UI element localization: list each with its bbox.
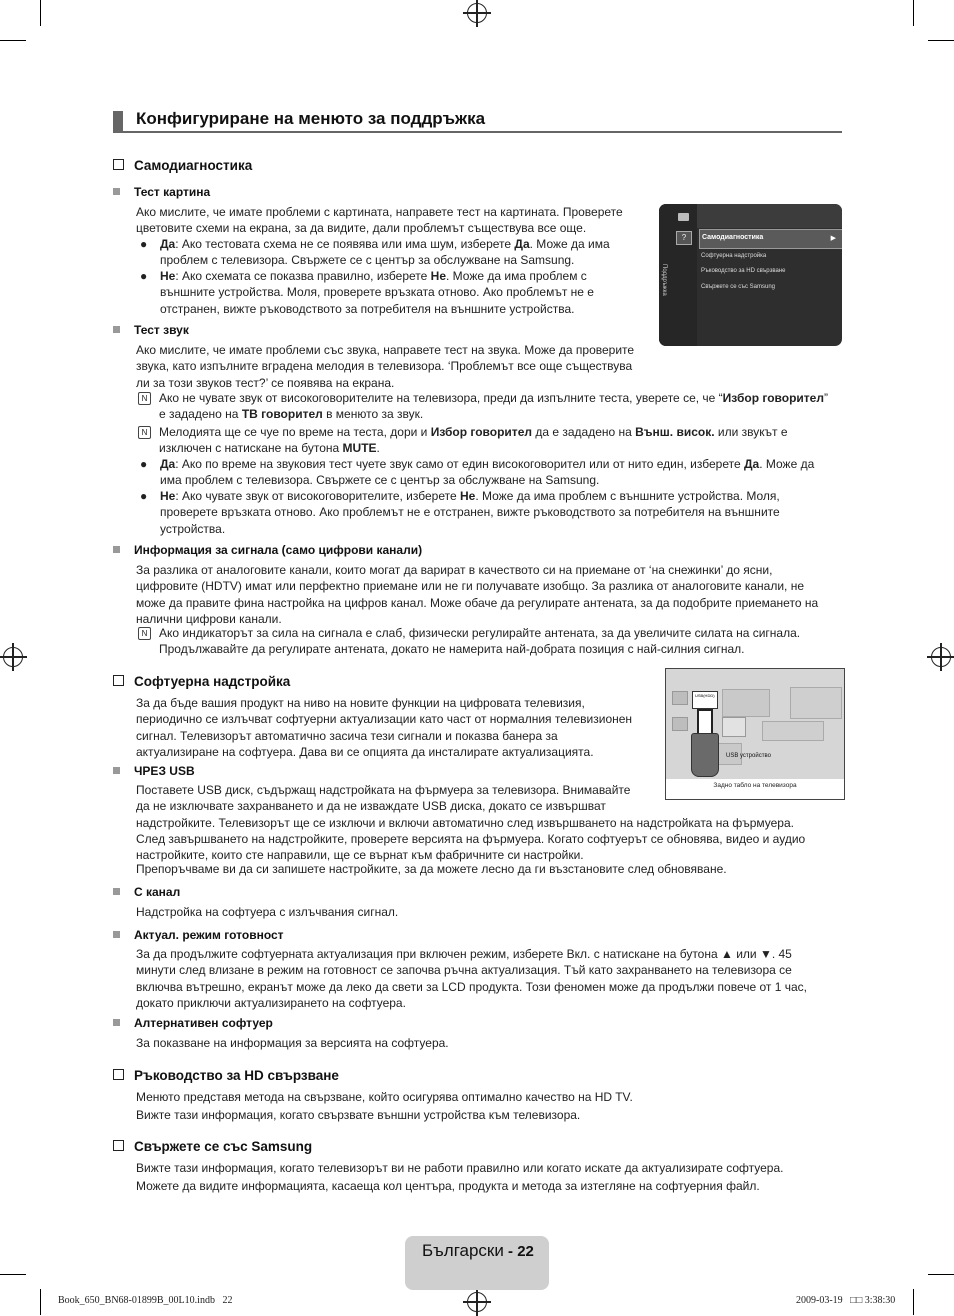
port-icon [672, 691, 688, 705]
crop-mark [913, 1289, 914, 1315]
channel-body: Надстройка на софтуера с излъчвания сигнал. [136, 905, 399, 919]
contact-body: Вижте тази информация, когато телевизорът ви не работи правилно или когато искате да актуализирате софтуера. Можете да видите информацията, касаеща кол центъра, продукта и метода за изтегляне на софтуерния файл. [136, 1161, 784, 1194]
heading-alt-software: Алтернативен софтуер [113, 1016, 273, 1030]
hdmi-block [722, 689, 770, 717]
menu-item-hd[interactable]: Ръководство за HD свързване [701, 268, 786, 274]
square-bullet-icon [113, 546, 120, 553]
menu-item-software[interactable]: Софтуерна надстройка [701, 253, 767, 259]
registration-mark-icon [467, 1292, 487, 1312]
square-bullet-icon [113, 326, 120, 333]
page-title: Конфигуриране на менюто за поддръжка [136, 109, 486, 128]
crop-mark [40, 1289, 41, 1315]
signal-body: За разлика от аналоговите канали, които могат да варират в качеството си на приемане от ‘на снежинки’ до ясни, цифровите (HDTV) имат или перфектно приемане или не ги получавате изобщо. За разлика от аналоговите канали, не може да правите фина настройка на цифров канал. Може обаче да регулирате антената, за да подобрите приемането на налични цифрови канали. [136, 563, 819, 626]
square-bullet-icon [113, 188, 120, 195]
panel-caption: Задно табло на телевизора [713, 782, 797, 789]
checkbox-bullet-icon [113, 675, 124, 686]
heading-picture-test: Тест картина [113, 185, 210, 199]
pc-block [790, 687, 842, 719]
usb-body: Поставете USB диск, съдържащ надстройката на фърмуера за телевизора. Внимавайте да не изключвате захранването и да не изваждате USB диска, докато се извършват надстройките. Телевизорът ще се изключи и включи автоматично след извършването на надстройката на фърмуера. След завършването на надстройките, проверете версията на фърмуера. Когато софтуерът се обновява, видео и аудио настройките, които сте направили, ще се върнат към фабричните си настройки. [136, 783, 806, 863]
support-icon: ? [676, 231, 692, 245]
tv-rear-panel-image [665, 668, 845, 800]
note-icon: N [138, 392, 151, 405]
hd-body: Менюто представя метода на свързване, който осигурява оптимално качество на HD TV. Вижте тази информация, когато свързвате външни устройства към телевизора. [136, 1090, 633, 1122]
print-timestamp: 2009-03-19 □□ 3:38:30 [796, 1295, 896, 1306]
menu-item-label: Самодиагностика [702, 234, 764, 241]
sound-test-body: Ако мислите, че имате проблеми със звука, направете тест на звука. Може да проверите звука, като изпълните вградена мелодия в телевизора. ‘Проблемът все още съществува ли за този звуков тест?’ се появява на екрана. [136, 343, 635, 390]
software-body: За да бъде вашия продукт на ниво на новите функции на цифровата телевизия, периодично се излъчват софтуерни актуализации като част от нормалния телевизионен сигнал. Телевизорът автоматично засича тези сигнали и показва банера за актуализиране на софтуера. Дава ви се опцията да инсталирате актуализацията. [136, 696, 633, 759]
note-icon: N [138, 627, 151, 640]
page-number: Български - 22 [422, 1241, 534, 1260]
arrow-right-icon: ▶ [830, 235, 836, 242]
note-icon: N [138, 426, 151, 439]
menu-topbar [697, 204, 842, 228]
square-bullet-icon [113, 888, 120, 895]
crop-mark [913, 0, 914, 26]
heading-contact: Свържете се със Samsung [113, 1139, 312, 1154]
crop-mark [40, 0, 41, 26]
heading-sound-test: Тест звук [113, 323, 189, 337]
title-bar-icon [113, 111, 123, 131]
crop-mark [928, 1274, 954, 1275]
square-bullet-icon [113, 1019, 120, 1026]
standby-body: За да продължите софтуерната актуализация при включен режим, изберете Вкл. с натискане на бутона ▲ или ▼. 45 минути след влизане в режим на готовност се започва ръчна актуализация. Тъй като захранването на телевизора се включва вътрешно, екранът може да леко да свети за LCD продукта. Този феномен може да продължи повече от 1 час, докато приключи актуализирането на софтуера. [136, 947, 808, 1010]
crop-mark [928, 40, 954, 41]
port-icon [672, 717, 688, 731]
checkbox-bullet-icon [113, 1140, 124, 1151]
heading-self-diagnosis: Самодиагностика [113, 158, 252, 173]
crop-mark [0, 1274, 26, 1275]
checkbox-bullet-icon [113, 1069, 124, 1080]
usb-drive-icon [691, 733, 719, 777]
menu-sidebar [659, 204, 697, 346]
usb-body-2: Препоръчваме ви да си запишете настройките, за да можете лесно да ги възстановите след обновяване. [136, 862, 727, 876]
title-rule [113, 131, 842, 133]
picture-test-body: Ако мислите, че имате проблеми с картината, направете тест на картината. Проверете цветовите схеми на екрана, за да видите, дали проблемът съществува все още. [136, 205, 623, 236]
print-file-info: Book_650_BN68-01899B_00L10.indb 22 [58, 1295, 233, 1306]
heading-software-upgrade: Софтуерна надстройка [113, 674, 290, 689]
registration-mark-icon [931, 647, 951, 667]
heading-standby: Актуал. режим готовност [113, 928, 284, 942]
square-bullet-icon [113, 767, 120, 774]
heading-usb: ЧРЕЗ USB [113, 764, 195, 778]
heading-signal-info: Информация за сигнала (само цифрови канали) [113, 543, 422, 557]
support-menu-image [659, 204, 842, 346]
menu-item-contact[interactable]: Свържете се със Samsung [701, 284, 776, 290]
usb-port: USB(HDD) [692, 691, 718, 709]
square-bullet-icon [113, 931, 120, 938]
heading-hd-guide: Ръководство за HD свързване [113, 1068, 339, 1083]
port-icon [722, 717, 746, 737]
usb-device-label: USB устройство [726, 753, 771, 759]
menu-item-selected[interactable] [699, 229, 842, 249]
heading-channel: С канал [113, 885, 180, 899]
registration-mark-icon [467, 3, 487, 23]
crop-mark [0, 40, 26, 41]
menu-side-label: Поддръжка [661, 264, 667, 296]
picture-icon [678, 213, 689, 221]
registration-mark-icon [3, 647, 23, 667]
panel-board [666, 669, 844, 779]
checkbox-bullet-icon [113, 159, 124, 170]
alt-body: За показване на информация за версията на софтуера. [136, 1036, 449, 1050]
av-block [762, 721, 824, 741]
